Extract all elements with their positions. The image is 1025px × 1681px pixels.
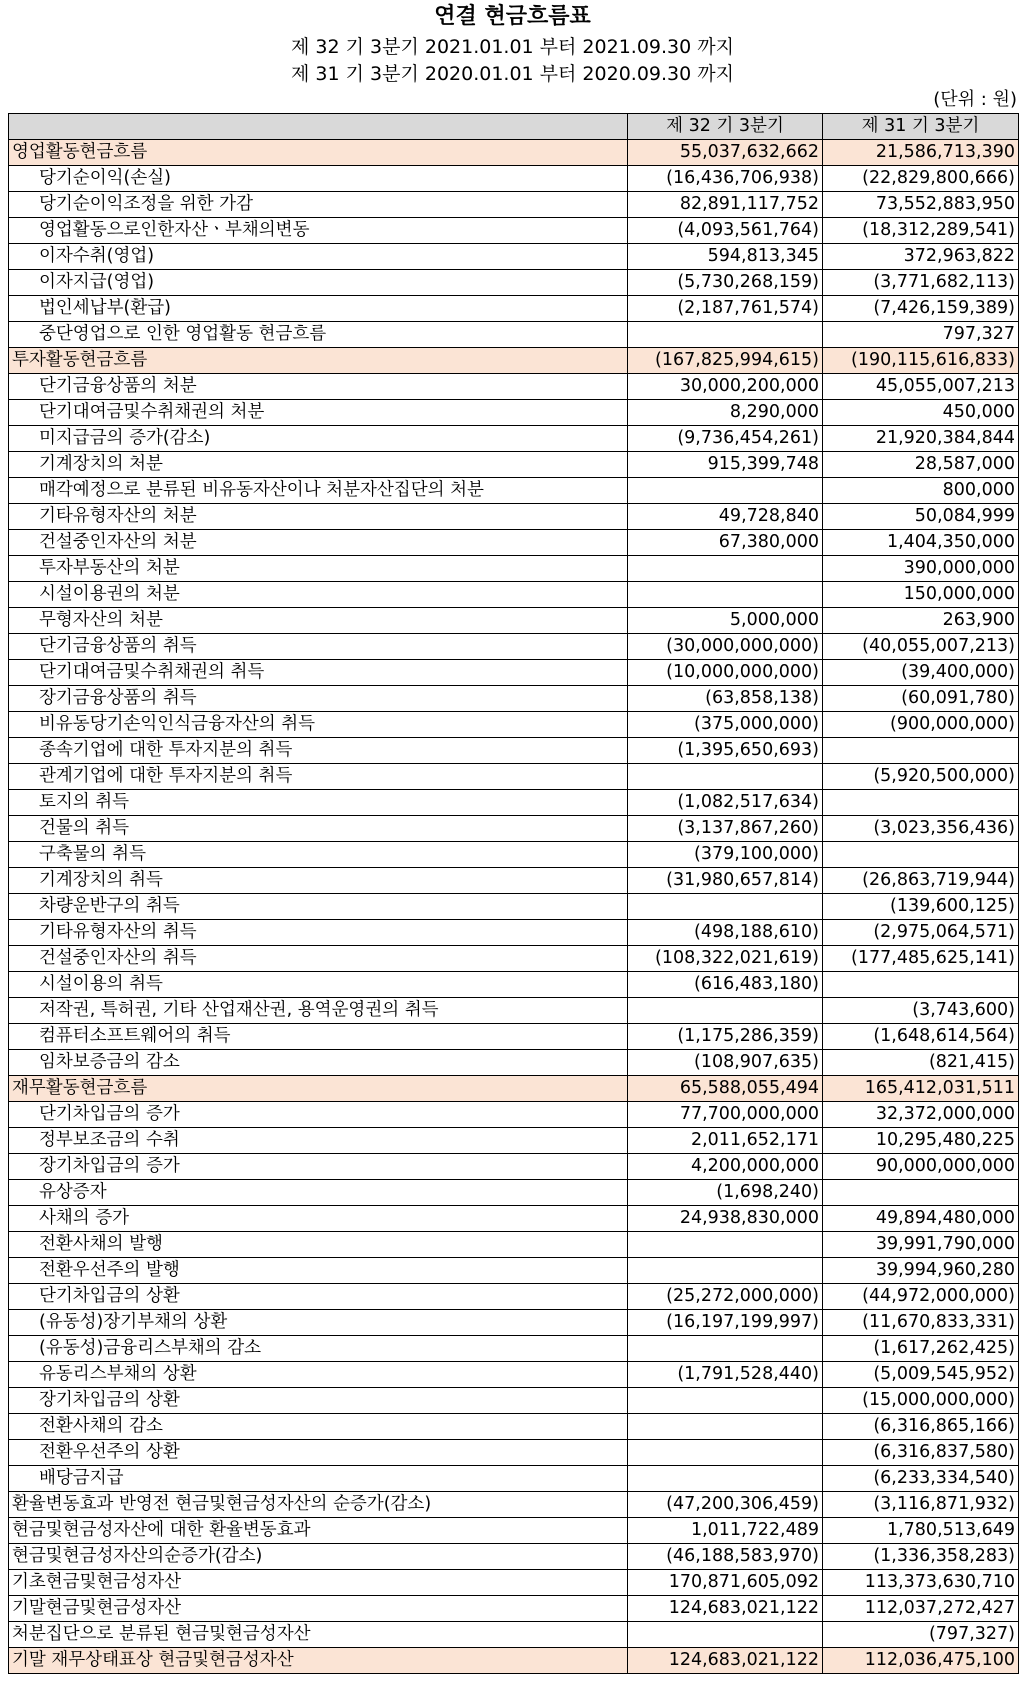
table-row	[9, 1440, 1019, 1466]
current-period-value	[628, 1336, 823, 1362]
current-period-value: 124,683,021,122	[628, 1648, 823, 1674]
table-row	[9, 244, 1019, 270]
table-row	[9, 1596, 1019, 1622]
row-label: 중단영업으로 인한 영업활동 현금흐름	[9, 322, 628, 348]
current-period-value: (1,791,528,440)	[628, 1362, 823, 1388]
previous-period-value: (797,327)	[823, 1622, 1019, 1648]
current-period-value: (3,137,867,260)	[628, 816, 823, 842]
row-label: 당기순이익조정을 위한 가감	[9, 192, 628, 218]
row-label: 매각예정으로 분류된 비유동자산이나 처분자산집단의 처분	[9, 478, 628, 504]
previous-period-value: (22,829,800,666)	[823, 166, 1019, 192]
table-row	[9, 764, 1019, 790]
current-period-value: (1,698,240)	[628, 1180, 823, 1206]
current-period-value: (16,436,706,938)	[628, 166, 823, 192]
current-period-value: 2,011,652,171	[628, 1128, 823, 1154]
table-row	[9, 998, 1019, 1024]
previous-period-value: 45,055,007,213	[823, 374, 1019, 400]
row-label: 투자활동현금흐름	[9, 348, 628, 374]
row-label: 환율변동효과 반영전 현금및현금성자산의 순증가(감소)	[9, 1492, 628, 1518]
previous-period-value: (6,316,865,166)	[823, 1414, 1019, 1440]
table-row	[9, 1232, 1019, 1258]
table-row	[9, 192, 1019, 218]
table-row	[9, 1544, 1019, 1570]
table-row	[9, 582, 1019, 608]
previous-period-value: (18,312,289,541)	[823, 218, 1019, 244]
row-label: 단기금융상품의 취득	[9, 634, 628, 660]
current-period-value	[628, 1466, 823, 1492]
previous-period-value: (2,975,064,571)	[823, 920, 1019, 946]
current-period-value	[628, 582, 823, 608]
header-current-period: 제 32 기 3분기	[628, 114, 823, 140]
row-label: 법인세납부(환급)	[9, 296, 628, 322]
current-period-value	[628, 998, 823, 1024]
current-period-value: 67,380,000	[628, 530, 823, 556]
table-row	[9, 738, 1019, 764]
row-label: 기타유형자산의 취득	[9, 920, 628, 946]
previous-period-value: 39,994,960,280	[823, 1258, 1019, 1284]
previous-period-value: 10,295,480,225	[823, 1128, 1019, 1154]
row-label: 투자부동산의 처분	[9, 556, 628, 582]
row-label: 처분집단으로 분류된 현금및현금성자산	[9, 1622, 628, 1648]
row-label: 단기대여금및수취채권의 처분	[9, 400, 628, 426]
row-label: 이자수취(영업)	[9, 244, 628, 270]
row-label: 기말 재무상태표상 현금및현금성자산	[9, 1648, 628, 1674]
row-label: 관계기업에 대한 투자지분의 취득	[9, 764, 628, 790]
current-period-value: (4,093,561,764)	[628, 218, 823, 244]
row-label: 단기차입금의 증가	[9, 1102, 628, 1128]
table-row	[9, 920, 1019, 946]
row-label: 유상증자	[9, 1180, 628, 1206]
current-period-value	[628, 322, 823, 348]
table-row	[9, 1154, 1019, 1180]
current-period-value: 65,588,055,494	[628, 1076, 823, 1102]
table-row	[9, 426, 1019, 452]
row-label: 임차보증금의 감소	[9, 1050, 628, 1076]
table-row	[9, 1622, 1019, 1648]
previous-period-value: (900,000,000)	[823, 712, 1019, 738]
previous-period-value: 450,000	[823, 400, 1019, 426]
row-label: 사채의 증가	[9, 1206, 628, 1232]
row-label: 영업활동으로인한자산ㆍ부채의변동	[9, 218, 628, 244]
current-period-value	[628, 1258, 823, 1284]
current-period-value: (47,200,306,459)	[628, 1492, 823, 1518]
previous-period-value: (5,009,545,952)	[823, 1362, 1019, 1388]
previous-period-value: (3,116,871,932)	[823, 1492, 1019, 1518]
current-period-value: (46,188,583,970)	[628, 1544, 823, 1570]
current-period-value: 594,813,345	[628, 244, 823, 270]
current-period-value: (2,187,761,574)	[628, 296, 823, 322]
current-period-value: (9,736,454,261)	[628, 426, 823, 452]
previous-period-value: 150,000,000	[823, 582, 1019, 608]
row-label: 영업활동현금흐름	[9, 140, 628, 166]
table-row	[9, 296, 1019, 322]
row-label: 종속기업에 대한 투자지분의 취득	[9, 738, 628, 764]
table-row	[9, 1284, 1019, 1310]
previous-period-value: 1,404,350,000	[823, 530, 1019, 556]
row-label: 정부보조금의 수취	[9, 1128, 628, 1154]
current-period-value: (1,395,650,693)	[628, 738, 823, 764]
table-row	[9, 1336, 1019, 1362]
table-row	[9, 634, 1019, 660]
row-label: 건설중인자산의 처분	[9, 530, 628, 556]
table-row	[9, 842, 1019, 868]
row-label: 단기금융상품의 처분	[9, 374, 628, 400]
current-period-value: 77,700,000,000	[628, 1102, 823, 1128]
table-row	[9, 1258, 1019, 1284]
previous-period-value: 263,900	[823, 608, 1019, 634]
current-period-value: (63,858,138)	[628, 686, 823, 712]
table-row	[9, 166, 1019, 192]
previous-period-value: (5,920,500,000)	[823, 764, 1019, 790]
table-row	[9, 478, 1019, 504]
row-label: 기타유형자산의 처분	[9, 504, 628, 530]
table-row	[9, 894, 1019, 920]
row-label: 전환우선주의 발행	[9, 1258, 628, 1284]
table-row	[9, 1570, 1019, 1596]
previous-period-value: 112,037,272,427	[823, 1596, 1019, 1622]
previous-period-value: (6,316,837,580)	[823, 1440, 1019, 1466]
previous-period-value: (139,600,125)	[823, 894, 1019, 920]
row-label: 컴퓨터소프트웨어의 취득	[9, 1024, 628, 1050]
previous-period-value: 73,552,883,950	[823, 192, 1019, 218]
previous-period-value: (3,743,600)	[823, 998, 1019, 1024]
row-label: 시설이용의 취득	[9, 972, 628, 998]
table-row	[9, 1414, 1019, 1440]
table-row	[9, 504, 1019, 530]
previous-period-value: 390,000,000	[823, 556, 1019, 582]
row-label: 시설이용권의 처분	[9, 582, 628, 608]
current-period-value: (31,980,657,814)	[628, 868, 823, 894]
table-row	[9, 1362, 1019, 1388]
header-label-cell	[9, 114, 628, 140]
current-period-value	[628, 1414, 823, 1440]
current-period-value: (108,322,021,619)	[628, 946, 823, 972]
previous-period-value: 50,084,999	[823, 504, 1019, 530]
table-body	[9, 140, 1019, 1674]
previous-period-value: (11,670,833,331)	[823, 1310, 1019, 1336]
current-period-value	[628, 1232, 823, 1258]
previous-period-value: 21,586,713,390	[823, 140, 1019, 166]
table-row	[9, 660, 1019, 686]
previous-period-value: (6,233,334,540)	[823, 1466, 1019, 1492]
previous-period-value: (44,972,000,000)	[823, 1284, 1019, 1310]
row-label: 비유동당기손익인식금융자산의 취득	[9, 712, 628, 738]
row-label: 재무활동현금흐름	[9, 1076, 628, 1102]
section-row	[9, 348, 1019, 374]
current-period-value: (616,483,180)	[628, 972, 823, 998]
table-row	[9, 1388, 1019, 1414]
row-label: 전환우선주의 상환	[9, 1440, 628, 1466]
previous-period-value: (190,115,616,833)	[823, 348, 1019, 374]
current-period-value: (375,000,000)	[628, 712, 823, 738]
period-current: 제 32 기 3분기 2021.01.01 부터 2021.09.30 까지	[291, 36, 734, 58]
current-period-value: (108,907,635)	[628, 1050, 823, 1076]
row-label: 기계장치의 처분	[9, 452, 628, 478]
table-row	[9, 374, 1019, 400]
current-period-value: 24,938,830,000	[628, 1206, 823, 1232]
current-period-value: 8,290,000	[628, 400, 823, 426]
current-period-value: (16,197,199,997)	[628, 1310, 823, 1336]
table-row	[9, 1102, 1019, 1128]
table-row	[9, 946, 1019, 972]
row-label: (유동성)장기부채의 상환	[9, 1310, 628, 1336]
table-row	[9, 712, 1019, 738]
current-period-value	[628, 1622, 823, 1648]
previous-period-value: 32,372,000,000	[823, 1102, 1019, 1128]
current-period-value: 49,728,840	[628, 504, 823, 530]
previous-period-value	[823, 790, 1019, 816]
previous-period-value: 800,000	[823, 478, 1019, 504]
table-row	[9, 790, 1019, 816]
table-row	[9, 868, 1019, 894]
row-label: 건설중인자산의 취득	[9, 946, 628, 972]
current-period-value: (5,730,268,159)	[628, 270, 823, 296]
table-row	[9, 1466, 1019, 1492]
period-previous: 제 31 기 3분기 2020.01.01 부터 2020.09.30 까지	[291, 63, 734, 85]
row-label: 현금및현금성자산에 대한 환율변동효과	[9, 1518, 628, 1544]
current-period-value: 1,011,722,489	[628, 1518, 823, 1544]
section-row	[9, 140, 1019, 166]
previous-period-value: 39,991,790,000	[823, 1232, 1019, 1258]
current-period-value	[628, 1440, 823, 1466]
previous-period-value: 797,327	[823, 322, 1019, 348]
current-period-value: (498,188,610)	[628, 920, 823, 946]
current-period-value: (1,175,286,359)	[628, 1024, 823, 1050]
row-label: 유동리스부채의 상환	[9, 1362, 628, 1388]
row-label: 장기금융상품의 취득	[9, 686, 628, 712]
previous-period-value: 113,373,630,710	[823, 1570, 1019, 1596]
row-label: 단기차입금의 상환	[9, 1284, 628, 1310]
current-period-value: 915,399,748	[628, 452, 823, 478]
previous-period-value: 49,894,480,000	[823, 1206, 1019, 1232]
header-previous-period: 제 31 기 3분기	[823, 114, 1019, 140]
row-label: 기말현금및현금성자산	[9, 1596, 628, 1622]
previous-period-value	[823, 1180, 1019, 1206]
row-label: 저작권, 특허권, 기타 산업재산권, 용역운영권의 취득	[9, 998, 628, 1024]
table-row	[9, 608, 1019, 634]
table-row	[9, 686, 1019, 712]
current-period-value: (30,000,000,000)	[628, 634, 823, 660]
row-label: 무형자산의 처분	[9, 608, 628, 634]
previous-period-value: 21,920,384,844	[823, 426, 1019, 452]
table-row	[9, 530, 1019, 556]
table-row	[9, 816, 1019, 842]
current-period-value	[628, 556, 823, 582]
row-label: 현금및현금성자산의순증가(감소)	[9, 1544, 628, 1570]
current-period-value	[628, 1388, 823, 1414]
row-label: 건물의 취득	[9, 816, 628, 842]
current-period-value: (1,082,517,634)	[628, 790, 823, 816]
previous-period-value: 372,963,822	[823, 244, 1019, 270]
previous-period-value: (821,415)	[823, 1050, 1019, 1076]
table-row	[9, 270, 1019, 296]
previous-period-value: (1,336,358,283)	[823, 1544, 1019, 1570]
header-row	[9, 114, 1019, 140]
table-row	[9, 556, 1019, 582]
table-row	[9, 1518, 1019, 1544]
current-period-value	[628, 478, 823, 504]
row-label: 차량운반구의 취득	[9, 894, 628, 920]
previous-period-value: (177,485,625,141)	[823, 946, 1019, 972]
table-row	[9, 1206, 1019, 1232]
previous-period-value	[823, 738, 1019, 764]
previous-period-value: 165,412,031,511	[823, 1076, 1019, 1102]
row-label: 구축물의 취득	[9, 842, 628, 868]
row-label: 기계장치의 취득	[9, 868, 628, 894]
current-period-value: 5,000,000	[628, 608, 823, 634]
current-period-value: 4,200,000,000	[628, 1154, 823, 1180]
row-label: 토지의 취득	[9, 790, 628, 816]
table-row	[9, 400, 1019, 426]
row-label: (유동성)금융리스부채의 감소	[9, 1336, 628, 1362]
statement-title: 연결 현금흐름표	[434, 4, 591, 29]
row-label: 미지급금의 증가(감소)	[9, 426, 628, 452]
row-label: 기초현금및현금성자산	[9, 1570, 628, 1596]
current-period-value: (25,272,000,000)	[628, 1284, 823, 1310]
table-row	[9, 1180, 1019, 1206]
current-period-value: 55,037,632,662	[628, 140, 823, 166]
table-row	[9, 322, 1019, 348]
previous-period-value: (7,426,159,389)	[823, 296, 1019, 322]
table-row	[9, 1050, 1019, 1076]
previous-period-value	[823, 972, 1019, 998]
row-label: 전환사채의 발행	[9, 1232, 628, 1258]
previous-period-value	[823, 842, 1019, 868]
table-row	[9, 972, 1019, 998]
previous-period-value: (1,648,614,564)	[823, 1024, 1019, 1050]
previous-period-value: 90,000,000,000	[823, 1154, 1019, 1180]
current-period-value: (167,825,994,615)	[628, 348, 823, 374]
section-row	[9, 1076, 1019, 1102]
previous-period-value: (3,023,356,436)	[823, 816, 1019, 842]
current-period-value: 30,000,200,000	[628, 374, 823, 400]
current-period-value	[628, 764, 823, 790]
row-label: 배당금지급	[9, 1466, 628, 1492]
row-label: 당기순이익(손실)	[9, 166, 628, 192]
table-row	[9, 1310, 1019, 1336]
row-label: 장기차입금의 상환	[9, 1388, 628, 1414]
current-period-value: (379,100,000)	[628, 842, 823, 868]
table-row	[9, 452, 1019, 478]
previous-period-value: (3,771,682,113)	[823, 270, 1019, 296]
previous-period-value: (60,091,780)	[823, 686, 1019, 712]
table-row	[9, 218, 1019, 244]
previous-period-value: (40,055,007,213)	[823, 634, 1019, 660]
previous-period-value: (1,617,262,425)	[823, 1336, 1019, 1362]
previous-period-value: 28,587,000	[823, 452, 1019, 478]
row-label: 이자지급(영업)	[9, 270, 628, 296]
previous-period-value: 112,036,475,100	[823, 1648, 1019, 1674]
current-period-value: (10,000,000,000)	[628, 660, 823, 686]
current-period-value	[628, 894, 823, 920]
cash-flow-table	[8, 113, 1019, 1674]
table-row	[9, 1024, 1019, 1050]
previous-period-value: (26,863,719,944)	[823, 868, 1019, 894]
previous-period-value: (39,400,000)	[823, 660, 1019, 686]
current-period-value: 82,891,117,752	[628, 192, 823, 218]
previous-period-value: 1,780,513,649	[823, 1518, 1019, 1544]
row-label: 단기대여금및수취채권의 취득	[9, 660, 628, 686]
current-period-value: 170,871,605,092	[628, 1570, 823, 1596]
previous-period-value: (15,000,000,000)	[823, 1388, 1019, 1414]
row-label: 전환사채의 감소	[9, 1414, 628, 1440]
section-row	[9, 1648, 1019, 1674]
current-period-value: 124,683,021,122	[628, 1596, 823, 1622]
row-label: 장기차입금의 증가	[9, 1154, 628, 1180]
table-row	[9, 1492, 1019, 1518]
table-row	[9, 1128, 1019, 1154]
unit-label: (단위 : 원)	[933, 89, 1017, 110]
